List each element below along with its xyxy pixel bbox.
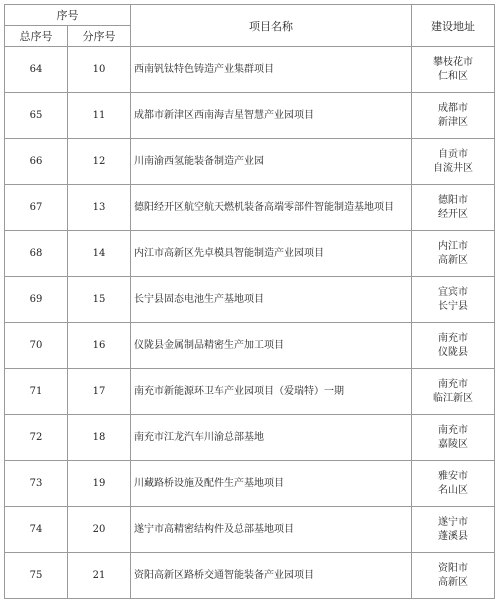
- table-row: [5, 323, 495, 369]
- project-table-container: [4, 4, 495, 599]
- table-row: [5, 47, 495, 93]
- sub-number-cell: 10: [68, 47, 131, 93]
- total-number-cell: 70: [5, 323, 68, 369]
- project-name-cell: 南充市江龙汽车川渝总部基地: [131, 415, 412, 461]
- total-number-cell: 66: [5, 139, 68, 185]
- location-city: 内江市: [438, 240, 468, 252]
- location-district: 仁和区: [438, 70, 468, 82]
- location-district: 新津区: [438, 116, 468, 128]
- table-row: [5, 553, 495, 599]
- sub-number-cell: 17: [68, 369, 131, 415]
- sub-number-cell: 18: [68, 415, 131, 461]
- location-cell: [412, 231, 495, 277]
- location-city: 南充市: [438, 332, 468, 344]
- sub-number-cell: 15: [68, 277, 131, 323]
- project-table: [4, 4, 495, 599]
- sub-number-cell: 21: [68, 553, 131, 599]
- table-row: [5, 369, 495, 415]
- location-cell: [412, 139, 495, 185]
- sub-number-cell: 19: [68, 461, 131, 507]
- total-number-cell: 67: [5, 185, 68, 231]
- project-name-cell: 川藏路桥设施及配件生产基地项目: [131, 461, 412, 507]
- location-city: 成都市: [438, 102, 468, 114]
- table-body: [5, 47, 495, 599]
- location-district: 临江新区: [433, 392, 473, 404]
- location-cell: [412, 323, 495, 369]
- location-district: 高新区: [438, 254, 468, 266]
- location-city: 攀枝花市: [433, 56, 473, 68]
- location-city: 资阳市: [438, 562, 468, 574]
- project-name-cell: 内江市高新区先卓模具智能制造产业园项目: [131, 231, 412, 277]
- location-cell: [412, 461, 495, 507]
- total-number-cell: 74: [5, 507, 68, 553]
- location-district: 仪陇县: [438, 346, 468, 358]
- location-cell: [412, 553, 495, 599]
- total-number-cell: 72: [5, 415, 68, 461]
- header-row-1: [5, 5, 495, 26]
- location-city: 南充市: [438, 378, 468, 390]
- project-name-header: 项目名称: [131, 5, 412, 47]
- table-row: [5, 93, 495, 139]
- total-number-header: 总序号: [5, 26, 68, 47]
- location-district: 长宁县: [438, 300, 468, 312]
- location-header: 建设地址: [412, 5, 495, 47]
- table-row: [5, 507, 495, 553]
- project-name-cell: 南充市新能源环卫车产业园项目（爱瑞特）一期: [131, 369, 412, 415]
- location-cell: [412, 415, 495, 461]
- sub-number-cell: 12: [68, 139, 131, 185]
- location-city: 遂宁市: [438, 516, 468, 528]
- serial-group-header: 序号: [5, 5, 131, 26]
- location-city: 自贡市: [438, 148, 468, 160]
- location-district: 经开区: [438, 208, 468, 220]
- sub-number-cell: 16: [68, 323, 131, 369]
- location-city: 南充市: [438, 424, 468, 436]
- sub-number-cell: 13: [68, 185, 131, 231]
- table-row: [5, 415, 495, 461]
- sub-number-cell: 11: [68, 93, 131, 139]
- table-row: [5, 231, 495, 277]
- location-cell: [412, 185, 495, 231]
- project-name-cell: 德阳经开区航空航天燃机装备高端零部件智能制造基地项目: [131, 185, 412, 231]
- table-row: [5, 139, 495, 185]
- project-name-cell: 遂宁市高精密结构件及总部基地项目: [131, 507, 412, 553]
- location-district: 自流井区: [433, 162, 473, 174]
- total-number-cell: 68: [5, 231, 68, 277]
- total-number-cell: 69: [5, 277, 68, 323]
- total-number-cell: 65: [5, 93, 68, 139]
- location-district: 名山区: [438, 484, 468, 496]
- total-number-cell: 64: [5, 47, 68, 93]
- location-cell: [412, 277, 495, 323]
- project-name-cell: 资阳高新区路桥交通智能装备产业园项目: [131, 553, 412, 599]
- location-district: 嘉陵区: [438, 438, 468, 450]
- location-cell: [412, 369, 495, 415]
- project-name-cell: 仪陇县金属制品精密生产加工项目: [131, 323, 412, 369]
- sub-number-cell: 14: [68, 231, 131, 277]
- project-name-cell: 长宁县固态电池生产基地项目: [131, 277, 412, 323]
- location-cell: [412, 93, 495, 139]
- location-district: 蓬溪县: [438, 530, 468, 542]
- location-city: 雅安市: [438, 470, 468, 482]
- table-row: [5, 185, 495, 231]
- location-cell: [412, 507, 495, 553]
- table-row: [5, 277, 495, 323]
- sub-number-header: 分序号: [68, 26, 131, 47]
- total-number-cell: 73: [5, 461, 68, 507]
- total-number-cell: 71: [5, 369, 68, 415]
- location-district: 高新区: [438, 576, 468, 588]
- location-cell: [412, 47, 495, 93]
- project-name-cell: 川南渝西氢能装备制造产业园: [131, 139, 412, 185]
- sub-number-cell: 20: [68, 507, 131, 553]
- table-row: [5, 461, 495, 507]
- total-number-cell: 75: [5, 553, 68, 599]
- location-city: 德阳市: [438, 194, 468, 206]
- location-city: 宜宾市: [438, 286, 468, 298]
- project-name-cell: 西南钒钛特色铸造产业集群项目: [131, 47, 412, 93]
- project-name-cell: 成都市新津区西南海吉星智慧产业园项目: [131, 93, 412, 139]
